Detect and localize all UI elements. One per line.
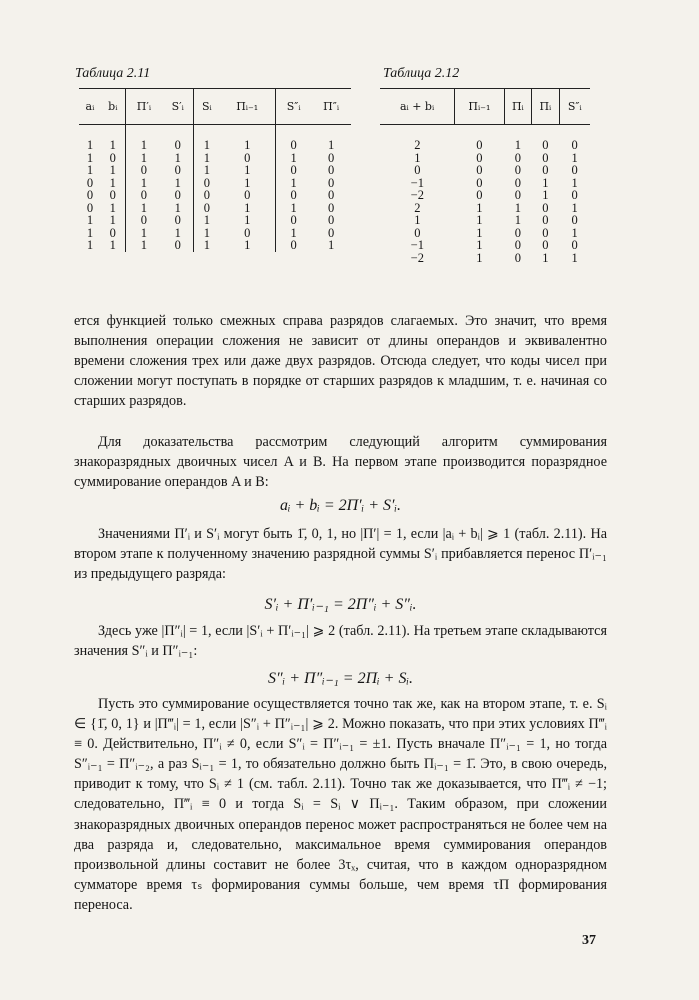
table-cell: 1 bbox=[476, 238, 483, 252]
table-row bbox=[380, 214, 590, 227]
table-cell: 1 bbox=[276, 177, 312, 190]
page-number: 37 bbox=[582, 933, 596, 948]
table-cell: 0 bbox=[542, 200, 549, 215]
table-cell: 1 bbox=[125, 227, 162, 240]
table-cell: 0 bbox=[276, 214, 312, 227]
table-cell: 1 bbox=[571, 225, 578, 240]
table-cell: 0 bbox=[571, 138, 578, 152]
table-cell: 1 bbox=[125, 202, 162, 215]
col-header: bᵢ bbox=[108, 100, 118, 113]
table-cell: 0 bbox=[476, 175, 483, 190]
table-cell: 0 bbox=[276, 125, 312, 152]
table-cell: 1 bbox=[174, 175, 181, 190]
table-cell: 0 bbox=[244, 150, 251, 165]
table-cell: 0 bbox=[276, 189, 312, 202]
table-cell: 2 bbox=[414, 138, 421, 152]
table-cell: 0 bbox=[276, 239, 312, 252]
table-row bbox=[380, 252, 590, 265]
table-cell: 0 bbox=[86, 188, 94, 202]
table-cell: 1 bbox=[514, 213, 521, 227]
table-cell: 0 bbox=[514, 175, 521, 190]
table-cell: 0 bbox=[514, 163, 521, 177]
table-cell: 1 bbox=[414, 213, 421, 227]
table-cell: 0 bbox=[174, 138, 181, 152]
table-cell: 1 bbox=[109, 138, 116, 152]
table-cell: 0 bbox=[514, 150, 521, 165]
table-cell: −1 bbox=[410, 238, 424, 252]
table-2-12-header-row bbox=[380, 89, 590, 125]
formula-1: aᵢ + bᵢ = 2Π′ᵢ + S′ᵢ. bbox=[279, 497, 402, 514]
table-cell: 1 bbox=[194, 239, 220, 252]
table-cell: 1 bbox=[194, 125, 220, 152]
table-row bbox=[79, 227, 351, 240]
table-cell: 0 bbox=[476, 150, 483, 165]
table-row bbox=[79, 125, 351, 152]
table-cell: 0 bbox=[328, 200, 335, 215]
table-cell: 1 bbox=[514, 200, 521, 215]
formula-2: S′ᵢ + Π′ᵢ₋₁ = 2Π″ᵢ + S″ᵢ. bbox=[264, 596, 417, 613]
table-cell: 1 bbox=[244, 213, 251, 227]
table-cell: 0 bbox=[86, 200, 94, 215]
col-header: Πᵢ₋₁ bbox=[236, 100, 259, 113]
table-cell: 1 bbox=[125, 239, 162, 252]
table-cell: 1 bbox=[571, 250, 578, 265]
table-2-11-header-row bbox=[79, 89, 351, 125]
table-cell: 0 bbox=[414, 225, 421, 240]
col-header: Π″ᵢ bbox=[323, 100, 340, 113]
table-cell: −2 bbox=[410, 250, 424, 265]
table-2-11 bbox=[79, 88, 351, 252]
table-cell: 1 bbox=[194, 227, 220, 240]
table-cell: 1 bbox=[542, 175, 549, 190]
table-row bbox=[79, 152, 351, 165]
table-cell: 1 bbox=[542, 250, 549, 265]
paragraph-5: Пусть это суммирование осуществляется точно так же, как на втором этапе, т. е. Sᵢ ∈ {1̄, 0, 1} и |Π‴ᵢ| = 1, если |S″ᵢ + Π″ᵢ₋₁| ⩾ 2. Можно показать, что при этих условиях Π‴ᵢ ≡ 0. Действительно, Π″ᵢ ≠ 0, если S″ᵢ = Π″ᵢ₋₁ = ±1. Пусть вначале Π″ᵢ₋₁ = 1, но тогда S″ᵢ₋₁ = Π″ᵢ₋₂, а раз Sᵢ₋₁ = 1, то обязательно должно быть Πᵢ₋₁ = 1̄. Это, в свою очередь, приводит к тому, что Sᵢ ≠ 1 (см. табл. 2.11). Точно так же доказывается, что Π‴ᵢ ≠ −1; следовательно, Π‴ᵢ ≡ 0 и тогда Sᵢ = Sᵢ ∨ Πᵢ₋₁. Таким образом, при сложении знакоразрядных двоичных операндов перенос может распространяться не более чем на два разряда и, следовательно, максимальное время суммирования операндов произвольной длины составит не более 3τₓ, считая, что в каждом одноразрядном сумматоре время τₛ формирования суммы больше, чем время τΠ формирования переноса. bbox=[74, 696, 607, 913]
table-row bbox=[380, 202, 590, 215]
table-cell: 1 bbox=[276, 227, 312, 240]
table-cell: 1 bbox=[86, 213, 94, 227]
table-cell: 1 bbox=[328, 238, 335, 252]
table-row bbox=[79, 239, 351, 252]
table-cell: 0 bbox=[328, 175, 335, 190]
col-header: S″ᵢ bbox=[276, 89, 312, 125]
table-cell: 0 bbox=[514, 225, 521, 240]
table-cell: 1 bbox=[194, 214, 220, 227]
table-cell: 0 bbox=[244, 188, 251, 202]
table-cell: 1 bbox=[174, 225, 181, 240]
col-header: Πᵢ₋₁ bbox=[455, 89, 504, 125]
col-header: Π′ᵢ bbox=[125, 89, 162, 125]
table-cell: 1 bbox=[244, 163, 251, 177]
col-header: S″ᵢ bbox=[559, 89, 590, 125]
table-cell: 0 bbox=[125, 164, 162, 177]
table-cell: 1 bbox=[109, 163, 116, 177]
col-header: aᵢ + bᵢ bbox=[399, 100, 435, 113]
table-cell: 0 bbox=[542, 163, 549, 177]
table-cell: 0 bbox=[86, 175, 94, 190]
table-cell: 0 bbox=[542, 150, 549, 165]
table-cell: 1 bbox=[174, 200, 181, 215]
col-header: Sᵢ bbox=[194, 89, 220, 125]
table-cell: 1 bbox=[328, 138, 335, 152]
table-cell: 1 bbox=[514, 138, 521, 152]
paragraph-1: ется функцией только смежных справа разрядов слагаемых. Это значит, что время выполнения операции сложения не зависит от длины операндов и эквивалентно времени сложения трех или даже двух разрядов. Отсюда следует, что коды чисел при сложении могут поступать в порядке от старших разрядов к младшим, т. е. начиная со старших разрядов. bbox=[74, 313, 607, 410]
table-cell: 0 bbox=[571, 213, 578, 227]
table-row bbox=[380, 164, 590, 177]
table-cell: 0 bbox=[109, 188, 116, 202]
table-cell: 0 bbox=[174, 188, 181, 202]
table-cell: 0 bbox=[571, 163, 578, 177]
table-2-12 bbox=[380, 88, 590, 264]
table-cell: 1 bbox=[414, 150, 421, 165]
table-cell: 1 bbox=[109, 213, 116, 227]
table-cell: 2 bbox=[414, 200, 421, 215]
table-cell: 0 bbox=[125, 214, 162, 227]
table-cell: 0 bbox=[542, 138, 549, 152]
table-row bbox=[79, 177, 351, 190]
table-cell: 1 bbox=[86, 150, 94, 165]
table-row bbox=[79, 164, 351, 177]
table-cell: 0 bbox=[328, 188, 335, 202]
table-cell: 0 bbox=[514, 250, 521, 265]
table-cell: 1 bbox=[86, 238, 94, 252]
table-cell: 1 bbox=[109, 200, 116, 215]
table-cell: 0 bbox=[476, 138, 483, 152]
table-cell: 1 bbox=[276, 152, 312, 165]
table-cell: 1 bbox=[125, 177, 162, 190]
table-cell: −1 bbox=[410, 175, 424, 190]
table-cell: 0 bbox=[542, 213, 549, 227]
table-cell: 0 bbox=[328, 163, 335, 177]
table-2-12-caption: Таблица 2.12 bbox=[383, 66, 460, 81]
table-cell: 1 bbox=[125, 152, 162, 165]
table-cell: 1 bbox=[244, 175, 251, 190]
table-cell: 1 bbox=[476, 213, 483, 227]
table-cell: 1 bbox=[174, 150, 181, 165]
table-cell: 1 bbox=[86, 163, 94, 177]
table-row bbox=[380, 189, 590, 202]
table-cell: 0 bbox=[476, 163, 483, 177]
table-cell: 1 bbox=[244, 138, 251, 152]
table-cell: 1 bbox=[571, 200, 578, 215]
table-cell: 1 bbox=[476, 200, 483, 215]
table-row bbox=[79, 202, 351, 215]
table-cell: 0 bbox=[328, 225, 335, 240]
table-cell: 0 bbox=[476, 188, 483, 202]
table-cell: 0 bbox=[571, 188, 578, 202]
table-cell: 1 bbox=[125, 125, 162, 152]
table-cell: 0 bbox=[174, 238, 181, 252]
table-cell: 0 bbox=[414, 163, 421, 177]
table-row bbox=[79, 214, 351, 227]
table-cell: 1 bbox=[86, 225, 94, 240]
table-2-11-caption: Таблица 2.11 bbox=[75, 66, 151, 81]
table-cell: 1 bbox=[542, 188, 549, 202]
table-cell: 0 bbox=[109, 225, 116, 240]
table-cell: 0 bbox=[125, 189, 162, 202]
table-cell: 1 bbox=[276, 202, 312, 215]
paragraph-2: Для доказательства рассмотрим следующий алгоритм суммирования знакоразрядных двоичных чисел A и B. На первом этапе производится поразрядное суммирование операндов A и B: bbox=[74, 434, 607, 491]
col-header: Πᵢ bbox=[504, 89, 532, 125]
table-row bbox=[380, 125, 590, 152]
table-cell: 1 bbox=[194, 152, 220, 165]
table-cell: 0 bbox=[194, 177, 220, 190]
table-cell: 1 bbox=[244, 200, 251, 215]
table-cell: −2 bbox=[410, 188, 424, 202]
table-cell: 0 bbox=[109, 150, 116, 165]
table-cell: 1 bbox=[476, 225, 483, 240]
table-cell: 1 bbox=[476, 250, 483, 265]
table-cell: 0 bbox=[514, 188, 521, 202]
table-cell: 0 bbox=[328, 150, 335, 165]
table-cell: 0 bbox=[542, 238, 549, 252]
paragraph-3: Значениями Π′ᵢ и S′ᵢ могут быть 1̄, 0, 1, но |Π′| = 1, если |aᵢ + bᵢ| ⩾ 1 (табл. 2.11). На втором этапе к полученному значению разрядной суммы S′ᵢ прибавляется перенос Π′ᵢ₋₁ из предыдущего разряда: bbox=[74, 526, 607, 583]
table-cell: 1 bbox=[86, 138, 94, 152]
col-header: S′ᵢ bbox=[171, 100, 184, 113]
table-cell: 0 bbox=[174, 163, 181, 177]
table-cell: 1 bbox=[194, 164, 220, 177]
table-cell: 1 bbox=[571, 175, 578, 190]
table-cell: 1 bbox=[109, 238, 116, 252]
col-header: aᵢ bbox=[85, 100, 95, 113]
table-cell: 0 bbox=[194, 189, 220, 202]
paragraph-4: Здесь уже |Π″ᵢ| = 1, если |S′ᵢ + Π′ᵢ₋₁| ⩾ 2 (табл. 2.11). На третьем этапе складываются значения S″ᵢ и Π″ᵢ₋₁: bbox=[74, 623, 607, 660]
table-row bbox=[380, 239, 590, 252]
table-cell: 1 bbox=[571, 150, 578, 165]
table-cell: 0 bbox=[174, 213, 181, 227]
table-cell: 0 bbox=[571, 238, 578, 252]
table-cell: 0 bbox=[514, 238, 521, 252]
table-cell: 0 bbox=[194, 202, 220, 215]
table-cell: 1 bbox=[244, 238, 251, 252]
col-header: Πᵢ bbox=[532, 89, 560, 125]
table-cell: 0 bbox=[244, 225, 251, 240]
table-cell: 0 bbox=[328, 213, 335, 227]
table-cell: 1 bbox=[109, 175, 116, 190]
table-cell: 0 bbox=[276, 164, 312, 177]
formula-3: S″ᵢ + Π″ᵢ₋₁ = 2Πᵢ + Sᵢ. bbox=[268, 670, 413, 687]
table-row bbox=[79, 189, 351, 202]
table-cell: 0 bbox=[542, 225, 549, 240]
table-row bbox=[380, 152, 590, 165]
